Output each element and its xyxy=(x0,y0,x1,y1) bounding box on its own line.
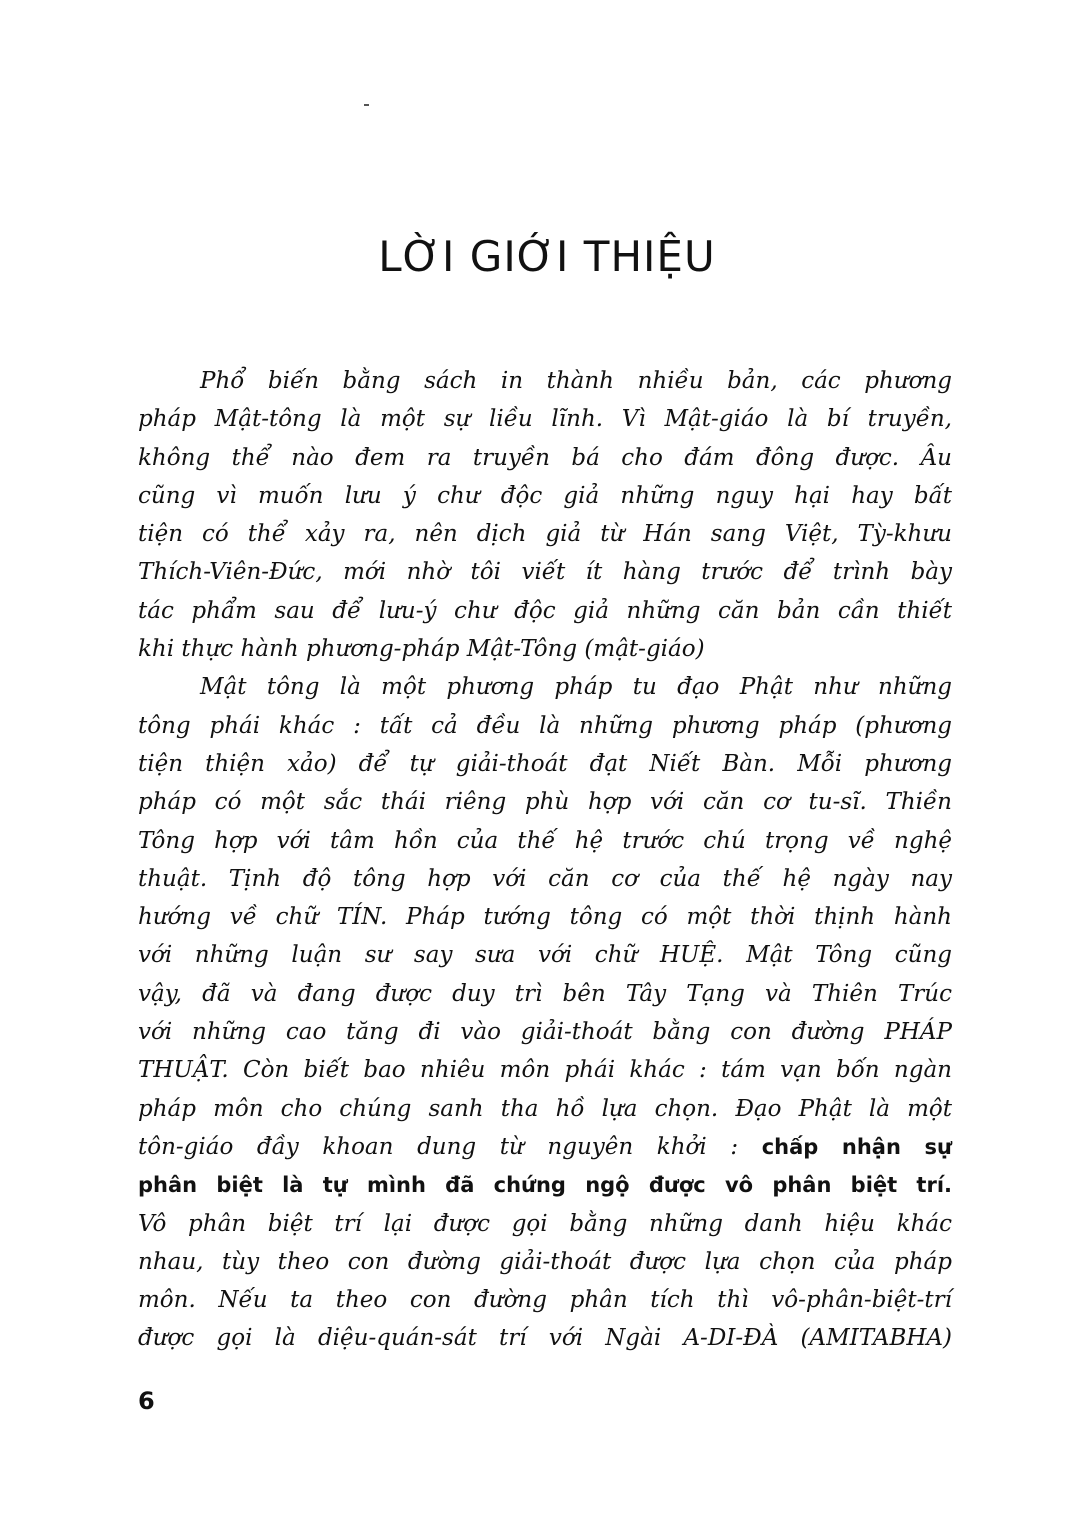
text-line: với những cao tăng đi vào giải-thoát bằng con đường PHÁP xyxy=(138,1019,952,1046)
text-line-start: tôn-giáo đầy khoan dung từ nguyên khởi : xyxy=(138,1133,762,1160)
text-line: hướng về chữ TÍN. Pháp tướng tông có một thời thịnh hành xyxy=(138,904,952,931)
text-line: pháp Mật-tông là một sự liều lĩnh. Vì Mật-giáo là bí truyền, xyxy=(138,406,952,433)
text-line: tiện có thể xảy ra, nên dịch giả từ Hán sang Việt, Tỳ-khưu xyxy=(138,521,952,548)
text-line: môn. Nếu ta theo con đường phân tích thì vô-phân-biệt-trí xyxy=(138,1287,952,1314)
page-title: LỜI GIỚI THIỆU xyxy=(378,232,716,281)
body-text xyxy=(138,362,952,1358)
text-line: tiện thiện xảo) để tự giải-thoát đạt Niết Bàn. Mỗi phương xyxy=(138,750,952,777)
text-line: không thể nào đem ra truyền bá cho đám đông được. Âu xyxy=(138,444,952,471)
text-line-mixed xyxy=(138,1128,952,1166)
text-line: Thích-Viên-Đức, mới nhờ tôi viết ít hàng trước để trình bày xyxy=(138,559,952,586)
text-line: được gọi là diệu-quán-sát trí với Ngài A-DI-ĐÀ (AMITABHA) xyxy=(138,1325,952,1352)
text-line-bold: phân biệt là tự mình đã chứng ngộ được vô phân biệt trí. xyxy=(138,1173,952,1198)
text-line: pháp môn cho chúng sanh tha hồ lựa chọn. Đạo Phật là một xyxy=(138,1095,952,1122)
text-line: nhau, tùy theo con đường giải-thoát được lựa chọn của pháp xyxy=(138,1248,952,1275)
text-line: Tông hợp với tâm hồn của thế hệ trước chú trọng về nghệ xyxy=(138,827,952,854)
text-line: Mật tông là một phương pháp tu đạo Phật như những xyxy=(200,674,952,701)
page-number: 6 xyxy=(138,1387,155,1415)
text-line: thuật. Tịnh độ tông hợp với căn cơ của thế hệ ngày nay xyxy=(138,865,952,892)
text-line: cũng vì muốn lưu ý chư độc giả những nguy hại hay bất xyxy=(138,482,952,509)
text-line-bold-tail: chấp nhận sự xyxy=(761,1134,952,1159)
text-line: với những luận sư say sưa với chữ HUỆ. Mật Tông cũng xyxy=(138,942,952,969)
text-line: Vô phân biệt trí lại được gọi bằng những danh hiệu khác xyxy=(138,1210,952,1237)
text-line: tông phái khác : tất cả đều là những phương pháp (phương xyxy=(138,712,952,739)
text-line: pháp có một sắc thái riêng phù hợp với căn cơ tu-sĩ. Thiền xyxy=(138,789,952,816)
text-line: tác phẩm sau để lưu-ý chư độc giả những căn bản cần thiết xyxy=(138,597,952,624)
text-line: vậy, đã và đang được duy trì bên Tây Tạng và Thiên Trúc xyxy=(138,980,952,1007)
text-line: THUẬT. Còn biết bao nhiêu môn phái khác : tám vạn bốn ngàn xyxy=(138,1057,952,1084)
text-line: Phổ biến bằng sách in thành nhiều bản, các phương xyxy=(200,368,952,394)
print-speck xyxy=(364,104,369,106)
text-line: khi thực hành phương-pháp Mật-Tông (mật-giáo) xyxy=(138,636,705,663)
